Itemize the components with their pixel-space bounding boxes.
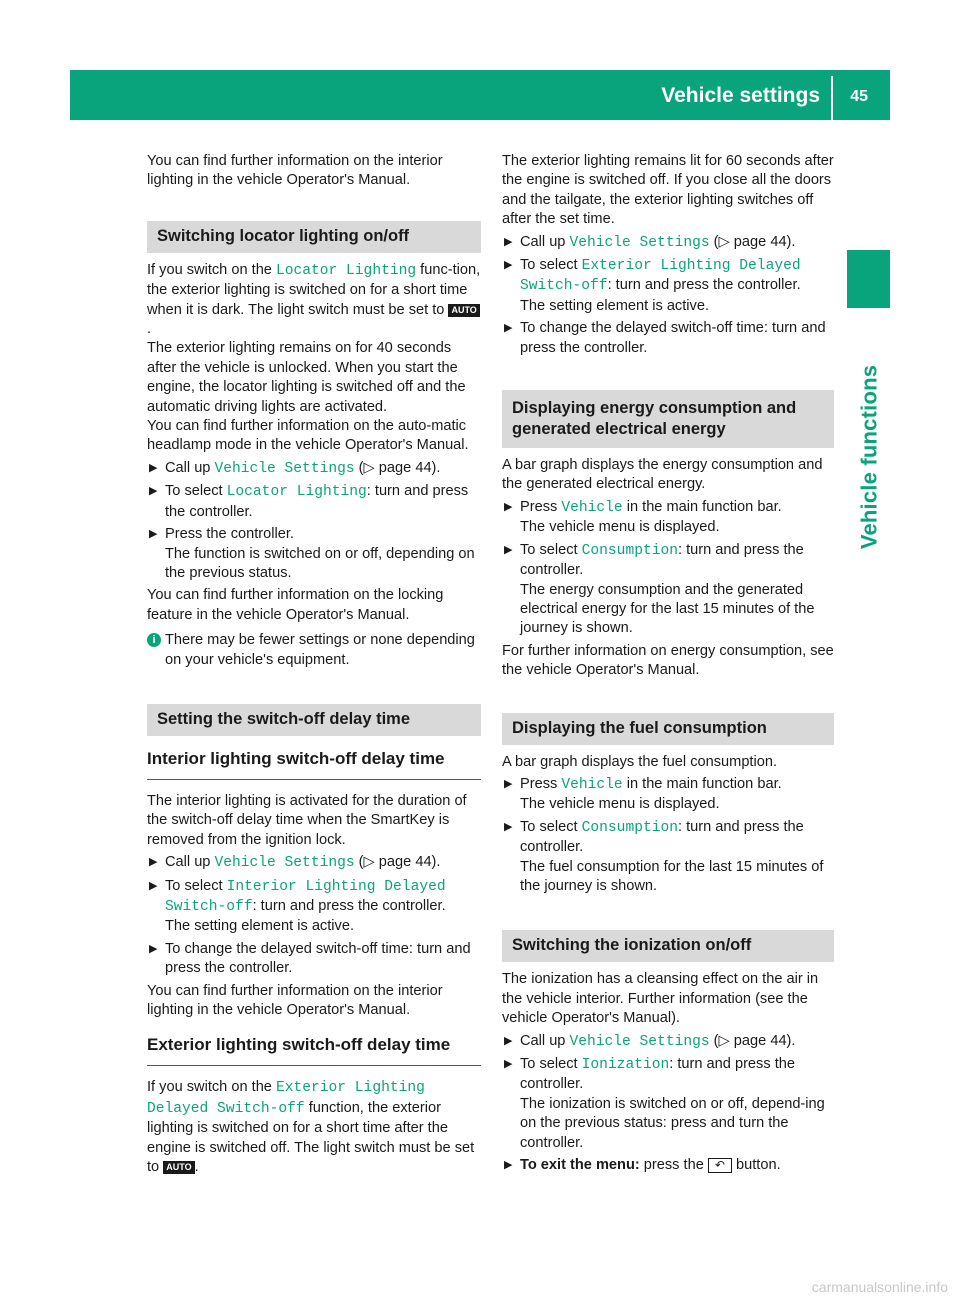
instruction-step: ▶ Press Vehicle in the main function bar. The vehicle menu is displayed. [504, 775, 782, 813]
section-heading: Displaying the fuel consumption [502, 713, 834, 745]
menu-item-ref: Exterior Lighting [275, 1080, 425, 1097]
paragraph: The exterior lighting remains on for 40 seconds after the vehicle is unlocked. When you start the engine, the locator lighting is switched off and the automatic driving lights are activated. [147, 340, 466, 415]
menu-item-ref: Vehicle Settings [569, 234, 710, 251]
instruction-step: ▶ Call up Vehicle Settings (▷ page 44). [149, 459, 441, 477]
instruction-step: ▶ To select Locator Lighting: turn and press the controller. [149, 483, 469, 520]
watermark: carmanualsonline.info [811, 1279, 948, 1295]
menu-item-ref: Switch-off [520, 278, 608, 295]
left-column [147, 152, 481, 1177]
instruction-step: ▶ To select Consumption: turn and press the controller. The fuel consumption for the last 15 minutes of the journey is shown. [504, 818, 824, 894]
paragraph: A bar graph displays the fuel consumption. [502, 753, 778, 770]
section-heading: Displaying energy consumption and generated electrical energy [502, 390, 834, 448]
instruction-step: ▶ Call up Vehicle Settings (▷ page 44). [149, 854, 441, 872]
instruction-step: ▶ To select Interior Lighting Delayed Switch-off: turn and press the controller. The setting element is active. [149, 877, 446, 935]
paragraph: You can find further information on the interior lighting in the vehicle Operator's Manual. [147, 982, 443, 1018]
menu-item-ref: Ionization [581, 1057, 670, 1073]
menu-item-ref: Locator Lighting [275, 262, 417, 279]
menu-item-ref: Exterior Lighting Delayed [581, 258, 801, 275]
info-note: i There may be fewer settings or none depending on your vehicle's equipment. [147, 631, 481, 670]
arrow-icon: ▶ [149, 942, 158, 955]
paragraph: For further information on energy consumption, see the vehicle Operator's Manual. [502, 642, 834, 679]
auto-icon: AUTO [163, 1161, 194, 1174]
arrow-icon: ▶ [504, 1034, 513, 1047]
right-column [502, 152, 834, 1175]
arrow-icon: ▶ [504, 322, 513, 335]
paragraph: If you switch on the Locator Lighting func-tion, the exterior lighting is switched on for a short time when it is dark. The light switch must be set to AUTO. [147, 261, 481, 338]
arrow-icon: ▶ [504, 1159, 513, 1172]
subsection-heading: Interior lighting switch-off delay time [147, 748, 481, 780]
section-heading: Setting the switch-off delay time [147, 704, 481, 736]
instruction-step: ▶ To select Consumption: turn and press the controller. The energy consumption and the generated electrical energy for the last 15 minutes of the journey is shown. [504, 541, 815, 637]
paragraph: The interior lighting is activated for the duration of the switch-off delay time when the SmartKey is removed from the ignition lock. [147, 792, 467, 848]
info-icon: i [147, 633, 161, 647]
menu-item-ref: Switch-off [165, 898, 253, 915]
instruction-step: ▶ Press the controller. The function is switched on or off, depending on the previous status. [149, 526, 475, 581]
paragraph: A bar graph displays the energy consumption and the generated electrical energy. [502, 457, 823, 493]
menu-item-ref: Vehicle Settings [569, 1033, 710, 1050]
instruction-step: ▶ Call up Vehicle Settings (▷ page 44). [504, 233, 796, 251]
menu-item-ref: Locator Lighting [226, 484, 367, 501]
section-heading: Switching locator lighting on/off [147, 221, 481, 253]
arrow-icon: ▶ [149, 528, 158, 541]
paragraph: You can find further information on the interior lighting in the vehicle Operator's Manual. [147, 153, 443, 189]
page-section-title: Vehicle settings [661, 84, 820, 107]
arrow-icon: ▶ [504, 777, 513, 790]
header-divider [831, 76, 833, 120]
menu-item-ref: Consumption [581, 542, 678, 559]
instruction-step: ▶ To change the delayed switch-off time: turn and press the controller. [504, 320, 826, 356]
paragraph: The ionization has a cleansing effect on the air in the vehicle interior. Further information (see the vehicle Operator's Manual). [502, 971, 819, 1027]
menu-item-ref: Vehicle Settings [214, 460, 355, 477]
menu-item-ref: Delayed Switch-off [147, 1100, 305, 1117]
instruction-step: ▶ To select Ionization: turn and press the controller. The ionization is switched on or off, depend-ing on the previous status: press and turn the controller. [504, 1056, 825, 1151]
arrow-icon: ▶ [149, 461, 158, 474]
menu-item-ref: Vehicle [561, 776, 623, 793]
menu-item-ref: Consumption [581, 819, 678, 836]
arrow-icon: ▶ [504, 259, 513, 272]
instruction-step: ▶ To select Exterior Lighting Delayed Switch-off: turn and press the controller. The setting element is active. [504, 257, 801, 314]
instruction-step: ▶ To exit the menu: press the ↶ button. [502, 1156, 834, 1175]
menu-item-ref: Vehicle [561, 499, 623, 516]
section-heading: Switching the ionization on/off [502, 930, 834, 962]
chapter-tab [847, 250, 890, 308]
page-number: 45 [850, 88, 868, 105]
instruction-step: ▶ Press Vehicle in the main function bar. The vehicle menu is displayed. [504, 498, 782, 536]
arrow-icon: ▶ [504, 500, 513, 513]
header-bar [70, 70, 890, 120]
arrow-icon: ▶ [504, 543, 513, 556]
arrow-icon: ▶ [504, 235, 513, 248]
subsection-heading: Exterior lighting switch-off delay time [147, 1034, 481, 1066]
paragraph: If you switch on the Exterior Lighting Delayed Switch-off function, the exterior lighting is switched on for a short time after the engine is switched off. The light switch must be set to AUTO . [147, 1079, 475, 1176]
instruction-step: ▶ To change the delayed switch-off time: turn and press the controller. [149, 940, 471, 977]
arrow-icon: ▶ [149, 879, 158, 892]
arrow-icon: ▶ [149, 856, 158, 869]
menu-item-ref: Vehicle Settings [214, 855, 355, 872]
auto-icon: AUTO [448, 304, 479, 317]
paragraph: You can find further information on the auto-matic headlamp mode in the vehicle Operator's Manual. [147, 418, 469, 454]
menu-item-ref: Interior Lighting Delayed [226, 878, 446, 895]
instruction-step: ▶ Call up Vehicle Settings (▷ page 44). [504, 1032, 796, 1050]
paragraph: The exterior lighting remains lit for 60 seconds after the engine is switched off. If you close all the doors and the tailgate, the exterior lighting switches off after the set time. [502, 153, 834, 228]
back-arrow-icon: ↶ [708, 1158, 732, 1173]
arrow-icon: ▶ [504, 820, 513, 833]
arrow-icon: ▶ [504, 1058, 513, 1070]
paragraph: You can find further information on the locking feature in the vehicle Operator's Manual. [147, 587, 444, 623]
arrow-icon: ▶ [149, 485, 158, 498]
chapter-label: Vehicle functions [856, 364, 882, 550]
